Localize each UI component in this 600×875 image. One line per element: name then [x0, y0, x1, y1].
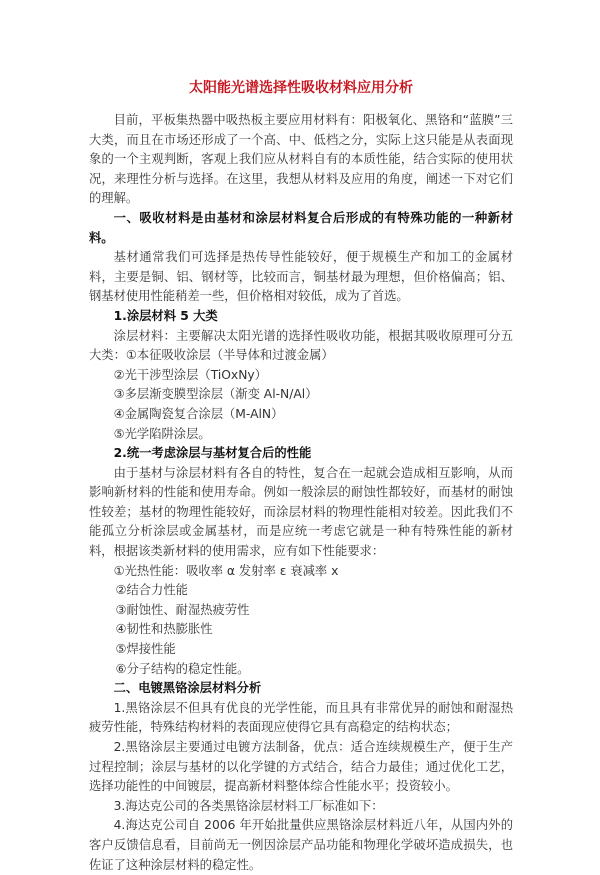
composite-paragraph: 由于基材与涂层材料有各自的特性，复合在一起就会造成相互影响，从而影响新材料的性能和使用寿命。例如一般涂层的耐蚀性都较好，而基材的耐蚀性较差；基材的物理性能较好，而涂层材料的物理性能相对较差。因此我们不能孤立分析涂层或金属基材，而是应统一考虑它就是一种有特殊性能的新材料，根据该类新材料的使用需求，应有如下性能要求： — [89, 465, 513, 559]
black-chrome-paragraph-3: 3.海达克公司的各类黑铬涂层材料工厂标准如下： — [113, 798, 384, 813]
coating-paragraph: 涂层材料：主要解决太阳光谱的选择性吸收功能，根据其吸收原理可分五大类：①本征吸收涂层（半导体和过渡金属） — [89, 328, 513, 363]
section-heading-2: 二、电镀黑铬涂层材料分析 — [113, 681, 262, 696]
list-item: ④韧性和热膨胀性 — [115, 622, 213, 637]
subheading-coating-types: 1.涂层材料 5 大类 — [113, 308, 218, 323]
list-item: ⑥分子结构的稳定性能。 — [115, 661, 250, 676]
substrate-paragraph: 基材通常我们可选择是热传导性能较好，便于规模生产和加工的金属材料，主要是铜、铝、钢材等，比较而言，铜基材最为理想，但价格偏高；铝、钢基材使用性能稍差一些，但价格相对较低，成为了首选。 — [89, 250, 513, 304]
black-chrome-paragraph-4: 4.海达克公司自 2006 年开始批量供应黑铬涂层材料近八年，从国内外的客户反馈信息看，目前尚无一例因涂层产品功能和物理化学破坏造成损失，也佐证了这种涂层材料的稳定性。 — [89, 818, 513, 872]
list-item: ②光干涉型涂层（TiOxNy） — [113, 367, 267, 382]
document — [89, 77, 513, 875]
section-heading-1: 一、吸收材料是由基材和涂层材料复合后形成的有特殊功能的一种新材料。 — [89, 210, 513, 245]
list-item: ③耐蚀性、耐湿热疲劳性 — [115, 602, 250, 617]
list-item: ⑤光学陷阱涂层。 — [113, 426, 211, 441]
subheading-composite-performance: 2.统一考虑涂层与基材复合后的性能 — [113, 446, 312, 461]
list-item: ①光热性能：吸收率 α 发射率 ε 衰减率 x — [113, 563, 339, 578]
document-title: 太阳能光谱选择性吸收材料应用分析 — [189, 80, 413, 96]
list-item: ⑤焊接性能 — [115, 642, 176, 657]
black-chrome-paragraph-1: 1.黑铬涂层不但具有优良的光学性能，而且具有非常优异的耐蚀和耐湿热疲劳性能，特殊结构材料的表面现应使得它具有高稳定的结构状态； — [89, 700, 513, 735]
list-item: ④金属陶瓷复合涂层（M-AlN） — [113, 406, 284, 421]
list-item: ②结合力性能 — [115, 583, 188, 598]
black-chrome-paragraph-2: 2.黑铬涂层主要通过电镀方法制备，优点：适合连续规模生产，便于生产过程控制；涂层与基材的以化学键的方式结合，结合力最佳；通过优化工艺，选择功能性的中间镀层，提高新材料整体综合性能水平；投资较小。 — [89, 740, 513, 794]
intro-paragraph: 目前，平板集热器中吸热板主要应用材料有：阳极氧化、黑铬和“蓝膜”三大类，而且在市场还形成了一个高、中、低档之分，实际上这只能是从表面现象的一个主观判断，客观上我们应从材料自有的本质性能，结合实际的使用状况，来理性分析与选择。在这里，我想从材料及应用的角度，阐述一下对它们的理解。 — [89, 113, 513, 206]
list-item: ③多层渐变膜型涂层（渐变 Al-N/Al） — [113, 387, 318, 402]
